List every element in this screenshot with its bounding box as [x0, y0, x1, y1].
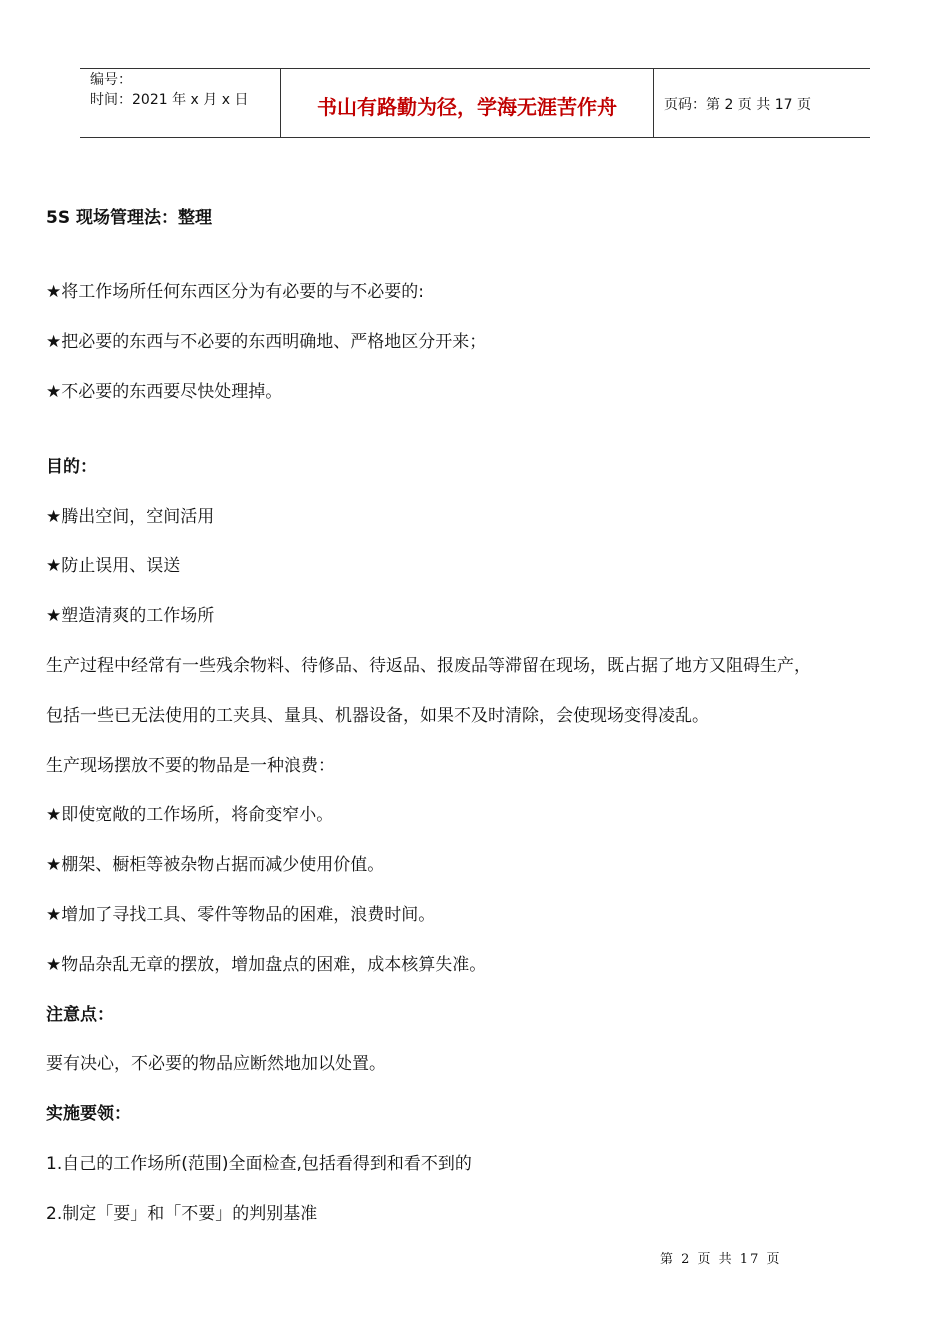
paragraph-line: 生产过程中经常有一些残余物料、待修品、待返品、报废品等滞留在现场，既占据了地方又阻碍生产，: [46, 656, 811, 676]
subheading: 注意点：: [46, 1005, 114, 1025]
paragraph-line: ★塑造清爽的工作场所: [46, 606, 215, 626]
paragraph-line: ★腾出空间，空间活用: [46, 507, 215, 527]
paragraph-line: ★把必要的东西与不必要的东西明确地、严格地区分开来；: [46, 332, 487, 352]
page-header: [80, 68, 870, 138]
header-meta-cell: [80, 69, 281, 137]
section-title: 5S 现场管理法：整理: [46, 208, 212, 228]
paragraph-line: ★棚架、橱柜等被杂物占据而减少使用价值。: [46, 855, 385, 875]
subheading: 目的：: [46, 457, 97, 477]
paragraph-line: 2.制定「要」和「不要」的判别基准: [46, 1204, 318, 1224]
paragraph-line: 包括一些已无法使用的工夹具、量具、机器设备，如果不及时清除，会使现场变得凌乱。: [46, 706, 709, 726]
subheading: 实施要领：: [46, 1104, 131, 1124]
paragraph-line: ★防止误用、误送: [46, 556, 181, 576]
page-number-label: 页码：第 2 页 共 17 页: [664, 97, 811, 113]
header-page-cell: [654, 69, 870, 137]
paragraph-line: ★即使宽敞的工作场所，将俞变窄小。: [46, 805, 334, 825]
paragraph-line: ★物品杂乱无章的摆放，增加盘点的困难，成本核算失准。: [46, 955, 487, 975]
paragraph-line: 生产现场摆放不要的物品是一种浪费：: [46, 756, 335, 776]
paragraph-line: 1.自己的工作场所(范围)全面检查,包括看得到和看不到的: [46, 1154, 472, 1174]
paragraph-line: ★增加了寻找工具、零件等物品的困难，浪费时间。: [46, 905, 436, 925]
serial-number-label: 编号：: [90, 72, 132, 88]
paragraph-line: 要有决心，不必要的物品应断然地加以处置。: [46, 1054, 386, 1074]
paragraph-line: ★将工作场所任何东西区分为有必要的与不必要的:: [46, 282, 424, 302]
motto: 书山有路勤为径，学海无涯苦作舟: [317, 95, 617, 119]
page-footer: 第 2 页 共 17 页: [660, 1252, 782, 1267]
date-label: 时间：2021 年 x 月 x 日: [90, 92, 249, 108]
header-motto-cell: [281, 69, 654, 137]
paragraph-line: ★不必要的东西要尽快处理掉。: [46, 382, 283, 402]
